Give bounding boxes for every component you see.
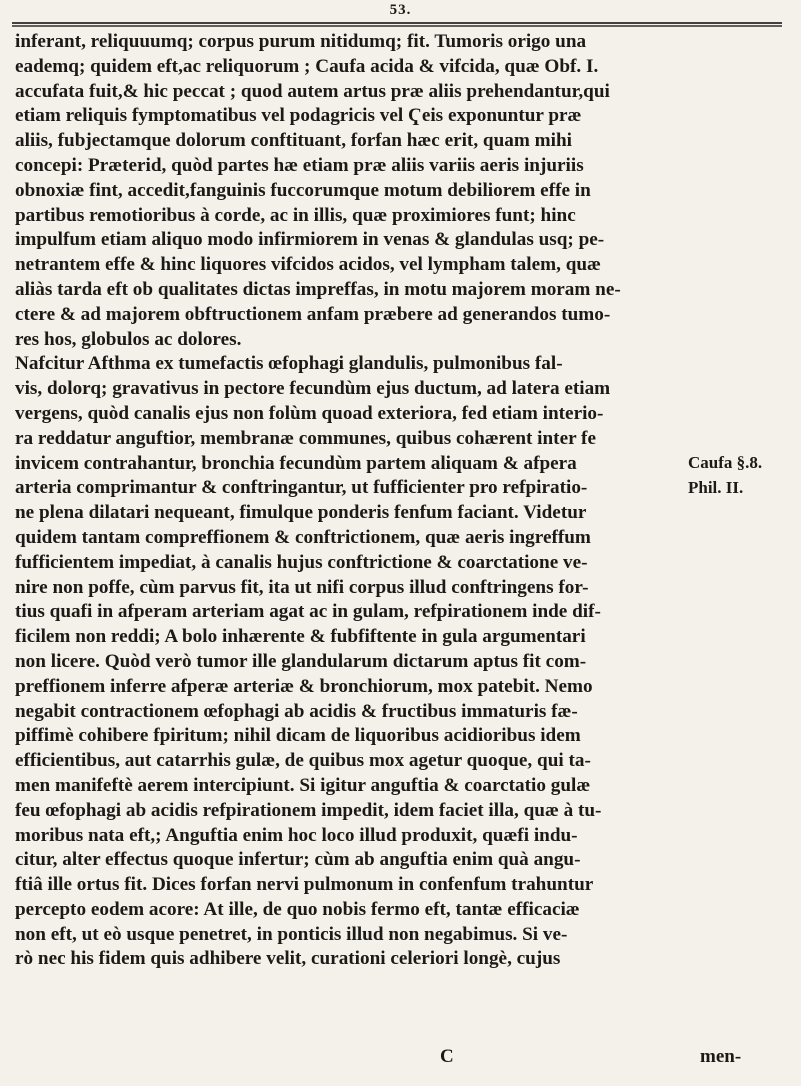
text-line: non eft, ut eò usque penetret, in ponticis illud non negabimus. Si ve- xyxy=(15,923,568,945)
text-line: invicem contrahantur, bronchia fecundùm partem aliquam & afpera xyxy=(15,452,577,474)
text-line: feu œfophagi ab acidis refpirationem impedit, idem faciet illa, quæ à tu- xyxy=(15,799,602,821)
text-line: nire non poffe, cùm parvus fit, ita ut nifi corpus illud conftringens for- xyxy=(15,576,589,598)
text-line: efficientibus, aut catarrhis gulæ, de quibus mox agetur quoque, qui ta- xyxy=(15,750,591,772)
text-line: vis, dolorq; gravativus in pectore fecundùm ejus ductum, ad latera etiam xyxy=(15,378,611,400)
body-text xyxy=(15,30,683,972)
text-line: men manifeftè aerem intercipiunt. Si igitur anguftia & coarctatio gulæ xyxy=(15,774,591,796)
text-line: ne plena dilatari nequeant, fimulque ponderis fenfum faciant. Videtur xyxy=(15,502,587,524)
text-line: rò nec his fidem quis adhibere velit, curationi celeriori longè, cujus xyxy=(15,948,561,970)
text-line: non licere. Quòd verò tumor ille glandularum dictarum aptus fit com- xyxy=(15,650,587,672)
text-line: Nafcitur Afthma ex tumefactis œfophagi glandulis, pulmonibus fal- xyxy=(15,353,563,375)
header-rule xyxy=(12,22,782,27)
text-line: impulfum etiam aliquo modo infirmiorem in venas & glandulas usq; pe- xyxy=(15,229,605,251)
text-line: quidem tantam compreffionem & conftrictionem, quæ aeris ingreffum xyxy=(15,526,591,548)
text-line: preffionem inferre afperæ arteriæ & bronchiorum, mox patebit. Nemo xyxy=(15,675,593,697)
text-line: fufficientem impediat, à canalis hujus conftrictione & coarctatione ve- xyxy=(15,551,588,573)
catchword: men- xyxy=(700,1046,742,1067)
page-number: 53. xyxy=(389,2,412,18)
text-line: citur, alter effectus quoque infertur; cùm ab anguftia enim quà angu- xyxy=(15,849,581,871)
margin-note-phil: Phil. II. xyxy=(688,478,744,497)
text-line: arteria comprimantur & conftringantur, ut fufficienter pro refpiratio- xyxy=(15,477,588,499)
signature-mark: C xyxy=(440,1046,454,1067)
text-line: ra reddatur anguftior, membranæ communes, quibus cohærent inter fe xyxy=(15,427,596,449)
text-line: accufata fuit,& hic peccat ; quod autem artus præ aliis prehendantur,qui xyxy=(15,80,610,102)
text-line: tius quafi in afperam arteriam agat ac in gulam, refpirationem inde dif- xyxy=(15,601,601,623)
text-line: piffimè cohibere fpiritum; nihil dicam de liquoribus acidioribus idem xyxy=(15,725,581,747)
text-line: negabit contractionem œfophagi ab acidis & fructibus immaturis fæ- xyxy=(15,700,578,722)
text-line: res hos, globulos ac dolores. xyxy=(15,328,242,350)
text-line: eademq; quidem eft,ac reliquorum ; Caufa acida & vifcida, quæ Obf. I. xyxy=(15,55,599,77)
text-line: etiam reliquis fymptomatibus vel podagricis vel Ҁeis exponuntur præ xyxy=(15,105,582,127)
text-line: percepto eodem acore: At ille, de quo nobis fermo eft, tantæ efficaciæ xyxy=(15,898,580,920)
text-line: aliis, fubjectamque dolorum conftituant, forfan hæc erit, quam mihi xyxy=(15,130,572,152)
text-line: vergens, quòd canalis ejus non folùm quoad exteriora, fed etiam interio- xyxy=(15,402,604,424)
text-line: ficilem non reddi; A bolo inhærente & fubfiftente in gula argumentari xyxy=(15,626,586,648)
text-line: inferant, reliquuumq; corpus purum nitidumq; fit. Tumoris origo una xyxy=(15,31,587,52)
text-line: aliàs tarda eft ob qualitates dictas impreffas, in motu majorem moram ne- xyxy=(15,278,621,300)
text-line: partibus remotioribus à corde, ac in illis, quæ proximiores funt; hinc xyxy=(15,204,576,226)
text-line: ftiâ ille ortus fit. Dices forfan nervi pulmonum in confenfum trahuntur xyxy=(15,874,594,896)
text-line: concepi: Præterid, quòd partes hæ etiam præ aliis variis aeris injuriis xyxy=(15,154,584,176)
text-line: moribus nata eft,; Anguftia enim hoc loco illud produxit, quæfi indu- xyxy=(15,824,578,846)
text-line: netrantem effe & hinc liquores vifcidos acidos, vel lympham talem, quæ xyxy=(15,254,601,276)
text-line: ctere & ad majorem obftructionem anfam præbere ad generandos tumo- xyxy=(15,303,611,325)
text-line: obnoxiæ fint, accedit,fanguinis fuccorumque motum debiliorem effe in xyxy=(15,179,591,201)
margin-note-causa: Caufa §.8. xyxy=(688,453,763,472)
